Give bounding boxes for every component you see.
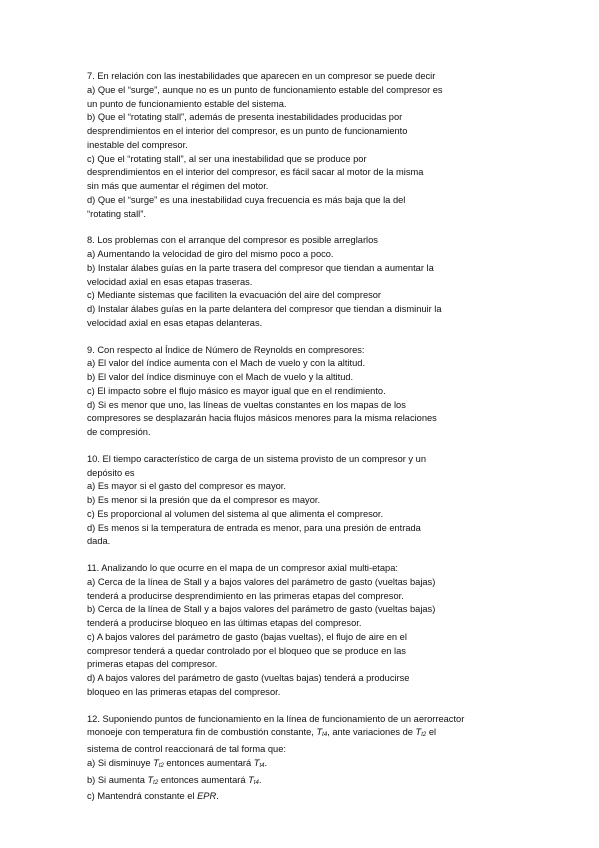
question-10-option-a: a) Es mayor si el gasto del compresor es mayor. bbox=[87, 481, 286, 492]
question-10-stem-cont: depósito es bbox=[87, 467, 135, 478]
question-11-option-d: d) A bajos valores del parámetro de gasto (vueltas bajas) tenderá a producirse bbox=[87, 673, 410, 683]
option-text: entonces aumentará bbox=[158, 774, 249, 785]
question-12-option-c bbox=[87, 790, 527, 804]
temperature-symbol-t4 bbox=[253, 757, 268, 769]
symbol-subscript: t2 bbox=[421, 732, 427, 739]
question-12 bbox=[87, 713, 527, 805]
symbol-letter: T bbox=[253, 757, 260, 768]
question-11-option-b: b) Cerca de la línea de Stall y a bajos valores del parámetro de gasto (vueltas bajas) bbox=[87, 604, 436, 615]
question-11-option-c-cont: primeras etapas del compresor. bbox=[87, 659, 218, 670]
symbol-subscript: t2 bbox=[158, 762, 164, 769]
question-12-option-b bbox=[87, 774, 527, 791]
question-7-option-b-cont: inestable del compresor. bbox=[87, 139, 188, 150]
question-11-option-c-cont: compresor tenderá a quedar controlado por el bloqueo que se produce en las bbox=[87, 645, 406, 656]
question-12-stem: 12. Suponiendo puntos de funcionamiento en la línea de funcionamiento de un aerorreactor bbox=[87, 713, 465, 724]
question-12-text: el bbox=[426, 727, 437, 738]
question-9-option-c: c) El impacto sobre el flujo másico es mayor igual que en el rendimiento. bbox=[87, 385, 386, 396]
question-11-option-a: a) Cerca de la línea de Stall y a bajos valores del parámetro de gasto (vueltas bajas) bbox=[87, 576, 436, 587]
question-10-option-c: c) Es proporcional al volumen del sistema al que alimenta el compresor. bbox=[87, 508, 384, 519]
question-12-stem-cont: sistema de control reaccionará de tal forma que: bbox=[87, 744, 286, 754]
question-11 bbox=[87, 562, 527, 700]
question-10-stem: 10. El tiempo característico de carga de un sistema provisto de un compresor y un bbox=[87, 453, 426, 464]
question-8-option-b-cont: velocidad axial en esas etapas traseras. bbox=[87, 276, 253, 287]
question-12-text: , ante variaciones de bbox=[327, 727, 416, 738]
question-7-stem: 7. En relación con las inestabilidades que aparecen en un compresor se puede decir bbox=[87, 71, 436, 81]
question-9-option-d: d) Si es menor que uno, las líneas de vueltas constantes en los mapas de los bbox=[87, 399, 406, 410]
option-text: b) Si aumenta bbox=[87, 774, 148, 785]
question-7-option-c-cont: desprendimientos en el interior del compresor, es fácil sacar al motor de la misma bbox=[87, 167, 424, 178]
question-7-option-d: d) Que el “surge” es una inestabilidad cuya frecuencia es más baja que la del bbox=[87, 194, 406, 205]
question-9-option-d-cont: compresores se desplazarán hacia flujos másicos menores para la misma relaciones bbox=[87, 413, 437, 424]
question-7-option-a: a) Que el “surge”, aunque no es un punto de funcionamiento estable del compresor es bbox=[87, 84, 443, 95]
question-7-option-b-cont: desprendimientos en el interior del compresor, es un punto de funcionamiento bbox=[87, 126, 408, 136]
question-9-option-b: b) El valor del índice disminuye con el Mach de vuelo y la altitud. bbox=[87, 372, 354, 382]
question-10-option-d: d) Es menos si la temperatura de entrada es menor, para una presión de entrada bbox=[87, 522, 421, 533]
question-11-option-d-cont: bloqueo en las primeras etapas del compresor. bbox=[87, 686, 281, 697]
option-text: c) Mantendrá constante el bbox=[87, 791, 198, 802]
question-9-stem: 9. Con respecto al Índice de Número de Reynolds en compresores: bbox=[87, 344, 365, 355]
question-7-option-d-cont: “rotating stall”. bbox=[87, 208, 146, 219]
temperature-symbol-t2 bbox=[416, 727, 427, 737]
question-12-text: monoeje con temperatura fin de combustión constante, bbox=[87, 727, 317, 738]
symbol-letter: T bbox=[316, 727, 323, 738]
question-12-stem-cont bbox=[87, 726, 527, 743]
question-11-option-b-cont: tenderá a producirse bloqueo en las últimas etapas del compresor. bbox=[87, 618, 362, 628]
question-9 bbox=[87, 344, 527, 440]
symbol-letter: T bbox=[147, 774, 154, 785]
question-7-option-b: b) Que el “rotating stall”, además de presenta inestabilidades producidas por bbox=[87, 112, 403, 123]
question-11-stem: 11. Analizando lo que ocurre en el mapa de un compresor axial multi-etapa: bbox=[87, 563, 398, 573]
question-11-option-a-cont: tenderá a producirse desprendimiento en las primeras etapas del compresor. bbox=[87, 590, 404, 601]
question-7-option-c-cont: sin más que aumentar el régimen del motor. bbox=[87, 181, 269, 191]
symbol-letter: T bbox=[415, 727, 422, 738]
question-8-option-c: c) Mediante sistemas que faciliten la evacuación del aire del compresor bbox=[87, 290, 382, 301]
option-text: a) Si disminuye bbox=[87, 757, 154, 768]
question-10 bbox=[87, 453, 527, 549]
option-text: entonces aumentará bbox=[163, 757, 254, 768]
symbol-letter: T bbox=[153, 757, 159, 768]
question-10-option-b: b) Es menor si la presión que da el compresor es mayor. bbox=[87, 495, 321, 505]
temperature-symbol-t2 bbox=[153, 758, 164, 768]
temperature-symbol-t4 bbox=[316, 727, 327, 737]
symbol-subscript: t4 bbox=[322, 732, 328, 739]
epr-term: EPR bbox=[197, 791, 217, 802]
question-8-option-d-cont: velocidad axial en esas etapas delanteras. bbox=[87, 317, 263, 328]
option-text: . bbox=[216, 791, 219, 802]
temperature-symbol-t2 bbox=[147, 775, 158, 785]
question-7 bbox=[87, 70, 527, 221]
question-12-option-a bbox=[87, 757, 527, 774]
question-10-option-d-cont: dada. bbox=[87, 536, 111, 547]
exam-questions bbox=[87, 70, 527, 817]
question-8 bbox=[87, 234, 527, 330]
question-9-option-a: a) El valor del índice aumenta con el Mach de vuelo y con la altitud. bbox=[87, 358, 366, 369]
option-text: . bbox=[264, 757, 268, 768]
symbol-letter: T bbox=[248, 774, 254, 785]
symbol-subscript: t4 bbox=[253, 779, 259, 786]
symbol-subscript: t4 bbox=[259, 762, 265, 769]
question-8-option-b: b) Instalar álabes guías en la parte trasera del compresor que tiendan a aumentar la bbox=[87, 262, 434, 273]
question-8-option-d: d) Instalar álabes guías en la parte delantera del compresor que tiendan a disminuir la bbox=[87, 304, 442, 314]
question-9-option-d-cont: de compresión. bbox=[87, 427, 151, 437]
temperature-symbol-t4 bbox=[248, 775, 259, 785]
question-11-option-c: c) A bajos valores del parámetro de gasto (bajas vueltas), el flujo de aire en el bbox=[87, 631, 407, 642]
question-7-option-a-cont: un punto de funcionamiento estable del sistema. bbox=[87, 98, 287, 109]
question-8-option-a: a) Aumentando la velocidad de giro del mismo poco a poco. bbox=[87, 249, 334, 259]
question-8-stem: 8. Los problemas con el arranque del compresor es posible arreglarlos bbox=[87, 235, 378, 246]
question-7-option-c: c) Que el “rotating stall”, al ser una inestabilidad que se produce por bbox=[87, 153, 367, 164]
option-text: . bbox=[258, 774, 262, 785]
symbol-subscript: t2 bbox=[153, 779, 159, 786]
